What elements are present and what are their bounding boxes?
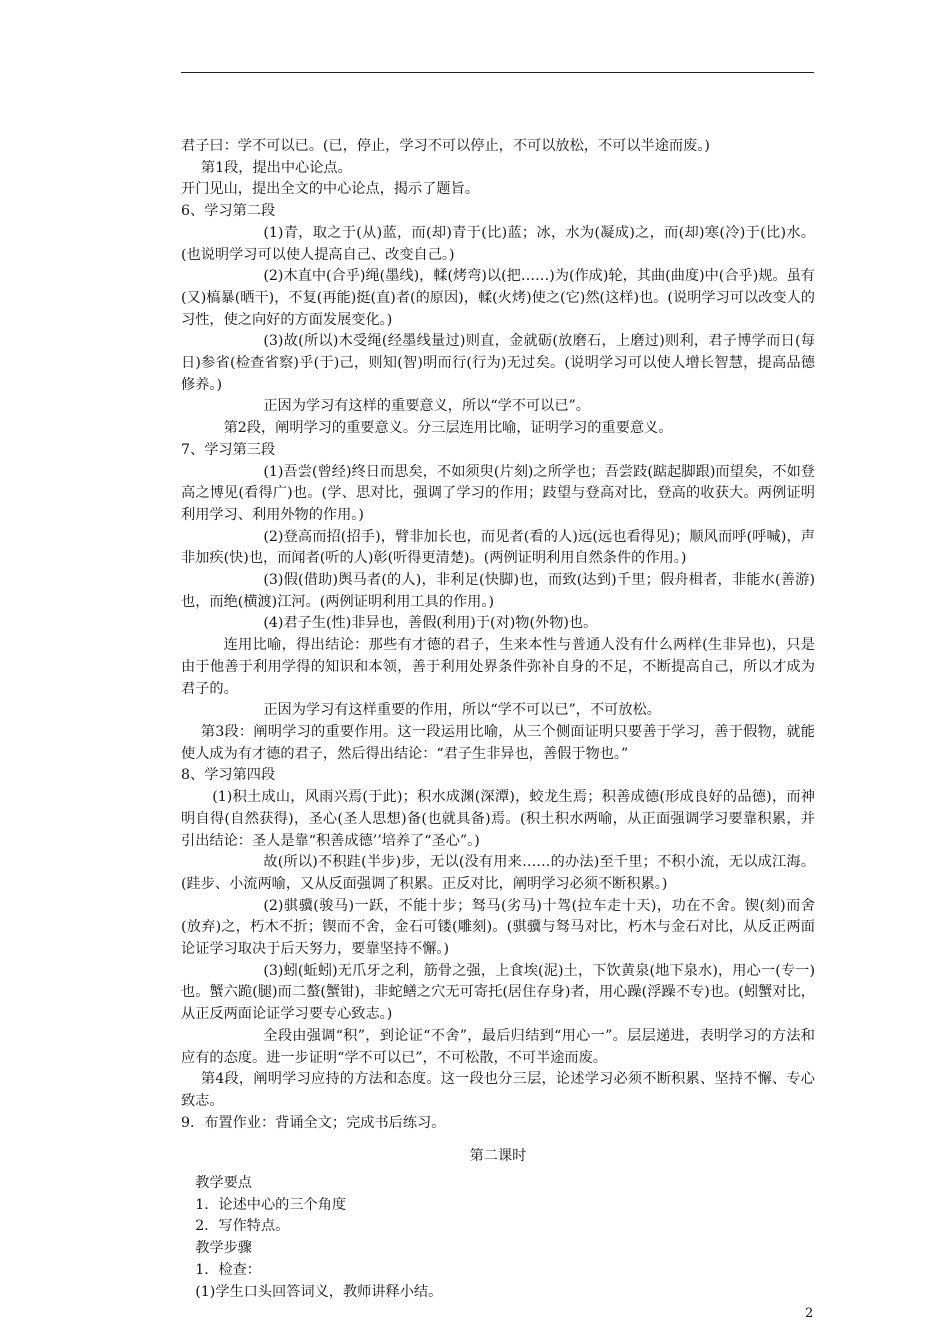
- list-item: (1)学生口头回答词义，教师讲释小结。: [195, 1283, 443, 1300]
- paragraph: (3)故(所以)木受绳(经墨线量过)则直，金就砺(放磨石，上磨过)则利，君子博学而日(每日)参省(检查省察)乎(于)己，则知(智)明而行(行为)无过矣。(说明学习可以使人增长智慧，提高品德修养。): [181, 333, 815, 393]
- paragraph: 第4段，阐明学习应持的方法和态度。这一段也分三层，论述学习必须不断积累、坚持不懈、专心致志。: [181, 1071, 815, 1109]
- paragraph: 开门见山，提出全文的中心论点，揭示了题旨。: [181, 181, 479, 198]
- paragraph: 9．布置作业：背诵全文；完成书后练习。: [181, 1114, 446, 1131]
- paragraph: 正因为学习有这样重要的作用，所以“学不可以已”，不可放松。: [263, 702, 661, 719]
- section-heading: 8、学习第四段: [181, 767, 276, 784]
- page-number: 2: [805, 1306, 814, 1321]
- paragraph: 君子曰：学不可以已。(已，停止，学习不可以停止，不可以放松，不可以半途而废。): [181, 138, 710, 154]
- list-item: 教学要点: [195, 1175, 252, 1192]
- list-item: 1．检查：: [195, 1261, 261, 1278]
- paragraph: (2)登高而招(招手)，臂非加长也，而见者(看的人)远(远也看得见)；顺风而呼(呼喊)，声非加疾(快)也，而闻者(听的人)彰(听得更清楚)。(两例证明利用自然条件的作用。): [181, 528, 815, 567]
- paragraph: 连用比喻，得出结论：那些有才德的君子，生来本性与普通人没有什么两样(生非异也)，只是由于他善于利用学得的知识和本领，善于利用处界条件弥补自身的不足，不断提高自己，所以才成为君子的。: [181, 637, 815, 697]
- paragraph: 全段由强调“积”，到论证“不舍”，最后归结到“用心一”。层层递进，表明学习的方法和应有的态度。进一步证明“学不可以已”，不可松散，不可半途而废。: [181, 1027, 815, 1066]
- paragraph: 正因为学习有这样的重要意义，所以“学不可以已”。: [263, 398, 590, 415]
- paragraph: (4)君子生(性)非异也，善假(利用)于(对)物(外物)也。: [263, 615, 598, 632]
- paragraph: (1)积土成山，风雨兴焉(于此)；积水成渊(深潭)，蛟龙生焉；积善成德(形成良好的品德)，而神明自得(自然获得)，圣心(圣人思想)备(也就具备)焉。(积土积水两喻，从正面强调学习要靠积累，并引出结论：圣人是靠“积善成德’’培养了“圣心”。): [181, 789, 815, 849]
- list-item: 2．写作特点。: [195, 1218, 290, 1235]
- paragraph: (1)青，取之于(从)蓝，而(却)青于(比)蓝；冰，水为(凝成)之，而(却)寒(冷)于(比)水。(也说明学习可以使人提高自己、改变自己。): [181, 224, 815, 263]
- document-body: [181, 136, 815, 1303]
- paragraph: (2)木直中(合乎)绳(墨线)，輮(烤弯)以(把……)为(作成)轮，其曲(曲度)中(合乎)规。虽有(又)槁暴(晒干)，不复(再能)挺(直)者(的原因)，輮(火烤)使之(它)然(这样)也。(说明学习可以改变人的习性，使之向好的方面发展变化。): [181, 268, 815, 328]
- list-item: 1．论述中心的三个角度: [195, 1196, 347, 1213]
- paragraph: (2)骐骥(骏马)一跃，不能十步；驽马(劣马)十驾(拉车走十天)，功在不舍。锲(刻)而舍(放弃)之，朽木不折；锲而不舍，金石可镂(雕刻)。(骐骥与驽马对比，朽木与金石对比，从反正两面论证学习取决于后天努力，要靠坚持不懈。): [181, 897, 815, 958]
- paragraph: 第2段，阐明学习的重要意义。分三层连用比喻，证明学习的重要意义。: [223, 420, 673, 437]
- section-heading: 6、学习第二段: [181, 203, 276, 220]
- list-item: 教学步骤: [195, 1240, 252, 1257]
- paragraph: (3)假(借助)舆马者(的人)，非利足(快脚)也，而致(达到)千里；假舟楫者，非能水(善游)也，而绝(横渡)江河。(两例证明利用工具的作用。): [181, 572, 815, 610]
- header-rule: [181, 72, 814, 73]
- paragraph: 第1段，提出中心论点。: [200, 159, 352, 176]
- paragraph: (3)蚓(蚯蚓)无爪牙之利，筋骨之强，上食埃(泥)土，下饮黄泉(地下泉水)，用心一(专一)也。蟹六跪(腿)而二螯(蟹钳)，非蛇鳝之穴无可寄托(居住存身)者，用心躁(浮躁不专)也。(蚓蟹对比，从正反两面论证学习要专心致志。): [181, 962, 815, 1023]
- paragraph: 第3段：阐明学习的重要作用。这一段运用比喻，从三个侧面证明只要善于学习，善于假物，就能使人成为有才德的君子，然后得出结论：“君子生非异也，善假于物也。”: [181, 723, 815, 762]
- paragraph: (1)吾尝(曾经)终日而思矣，不如须臾(片刻)之所学也；吾尝跂(踮起脚跟)而望矣，不如登高之博见(看得广)也。(学、思对比，强调了学习的作用；跂望与登高对比，登高的收获大。两例证明利用学习、利用外物的作用。): [181, 463, 815, 523]
- section-heading: 7、学习第三段: [181, 441, 276, 458]
- paragraph: 故(所以)不积跬(半步)步，无以(没有用来……的办法)至千里；不积小流，无以成江海。(跬步、小流两喻，又从反面强调了积累。正反对比，阐明学习必须不断积累。): [181, 854, 815, 892]
- section-title: 第二课时: [469, 1148, 527, 1165]
